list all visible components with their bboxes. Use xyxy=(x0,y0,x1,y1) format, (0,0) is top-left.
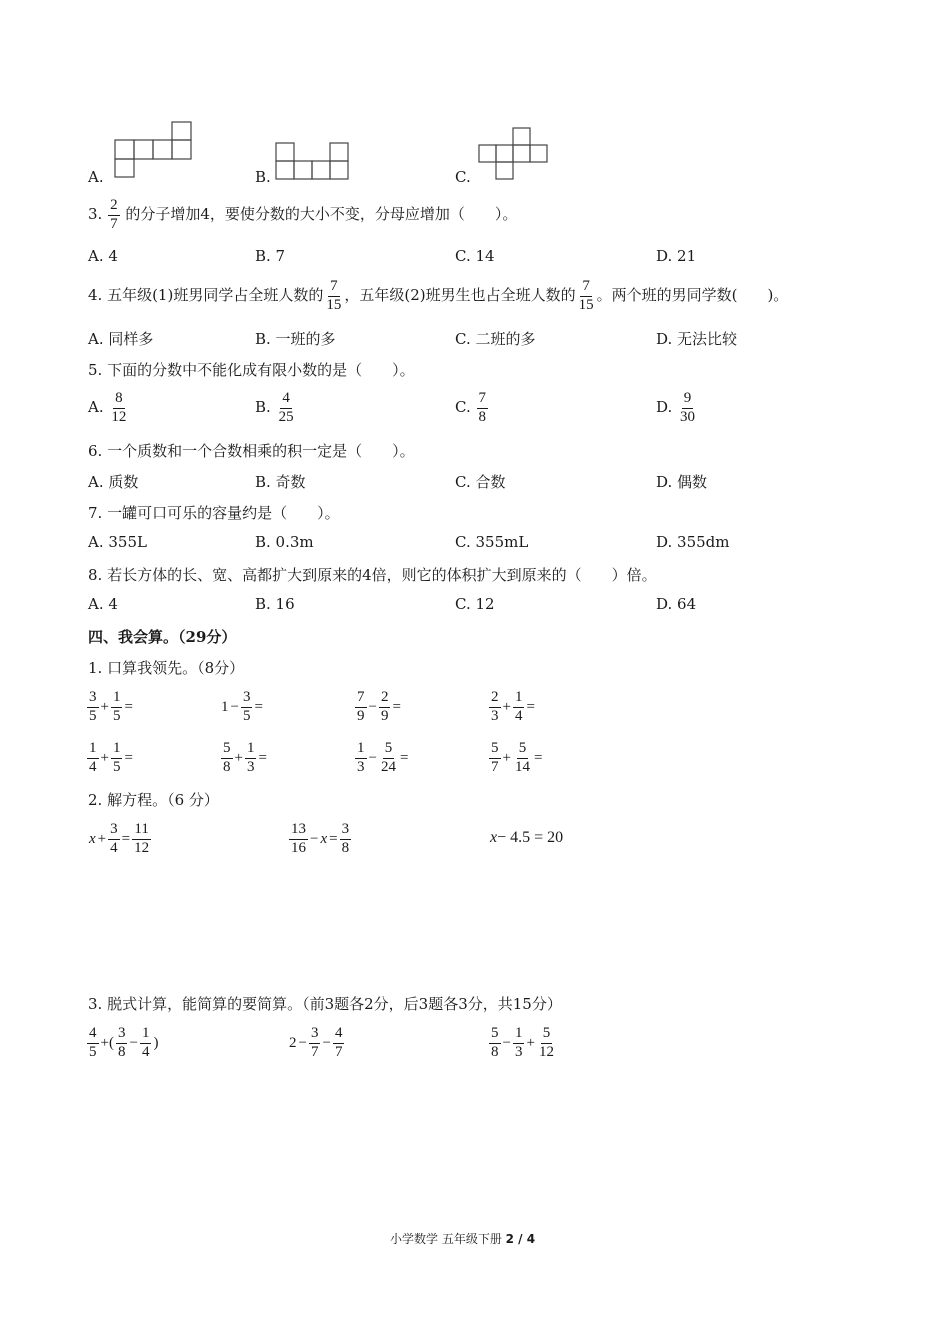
q8-option-d: D. 64 xyxy=(656,595,697,613)
section-4-sub-2: 2. 解方程。（6 分） xyxy=(88,791,219,809)
mental-1-1: $\frac{3}{5}$ + $\frac{1}{5}$ = xyxy=(89,688,133,724)
mental-1-3: $\frac{7}{9}$ − $\frac{2}{9}$ = xyxy=(357,688,401,724)
mental-2-4: $\frac{5}{7}$ + $\frac{5}{14}$ = xyxy=(491,739,543,775)
q2-option-a-net-figure xyxy=(114,121,194,179)
q3-number: 3. xyxy=(88,205,103,223)
q4-option-c: C. 二班的多 xyxy=(455,330,536,348)
q7-option-d: D. 355dm xyxy=(656,533,730,551)
calc-2: 2 − $\frac{3}{7}$ − $\frac{4}{7}$ xyxy=(289,1024,343,1060)
q5-question: 5. 下面的分数中不能化成有限小数的是（ ）。 xyxy=(88,361,415,379)
q5-option-a: A. $\frac{8}{12}$ xyxy=(88,389,127,425)
q2-option-b-label: B. xyxy=(255,168,271,186)
page-footer xyxy=(390,1230,535,1247)
q2-option-a-label: A. xyxy=(88,168,104,186)
section-4-title: 四、我会算。（29分） xyxy=(88,628,237,646)
q3-option-b: B. 7 xyxy=(255,247,286,265)
q4-fraction-2: $\frac{7}{15}$ xyxy=(578,277,594,313)
q5-option-c: C. $\frac{7}{8}$ xyxy=(455,389,486,425)
q7-option-a: A. 355L xyxy=(88,533,147,551)
q4-text-3: 。两个班的男同学数( )。 xyxy=(596,286,789,304)
page-number: 2 / 4 xyxy=(505,1232,536,1246)
q2-option-c-net-figure xyxy=(478,127,550,181)
mental-1-2: 1 − $\frac{3}{5}$ = xyxy=(221,688,263,724)
q5-option-d: D. $\frac{9}{30}$ xyxy=(656,389,696,425)
q3-option-c: C. 14 xyxy=(455,247,495,265)
mental-2-2: $\frac{5}{8}$ + $\frac{1}{3}$ = xyxy=(223,739,267,775)
section-4-sub-3: 3. 脱式计算，能简算的要简算。（前3题各2分，后3题各3分，共15分） xyxy=(88,995,562,1013)
q4-option-a: A. 同样多 xyxy=(88,330,154,348)
equation-3: x− 4.5 = 20 xyxy=(490,829,564,846)
q4-fraction-1: $\frac{7}{15}$ xyxy=(326,277,342,313)
q4-option-d: D. 无法比较 xyxy=(656,330,738,348)
mental-1-4: $\frac{2}{3}$ + $\frac{1}{4}$ = xyxy=(491,688,535,724)
footer-text: 小学数学 五年级下册 xyxy=(390,1232,502,1246)
q3-text: 的分子增加4，要使分数的大小不变，分母应增加（ ）。 xyxy=(125,205,518,223)
section-4-sub-1: 1. 口算我领先。（8分） xyxy=(88,659,245,677)
q7-option-b: B. 0.3m xyxy=(255,533,314,551)
mental-2-1: $\frac{1}{4}$ + $\frac{1}{5}$ = xyxy=(89,739,133,775)
q4-question xyxy=(88,274,788,316)
q6-option-a: A. 质数 xyxy=(88,473,139,491)
equation-2: $\frac{13}{16}$ − x = $\frac{3}{8}$ xyxy=(291,820,350,856)
mental-2-3: $\frac{1}{3}$ − $\frac{5}{24}$ = xyxy=(357,739,409,775)
q3-option-a: A. 4 xyxy=(88,247,118,265)
q2-option-b-net-figure xyxy=(275,142,351,182)
q7-question: 7. 一罐可口可乐的容量约是（ ）。 xyxy=(88,504,340,522)
calc-3: $\frac{5}{8}$ − $\frac{1}{3}$ + $\frac{5}{12}$ xyxy=(491,1024,554,1060)
equation-1: x + $\frac{3}{4}$ = $\frac{11}{12}$ xyxy=(89,820,150,856)
q6-option-d: D. 偶数 xyxy=(656,473,708,491)
q8-question: 8. 若长方体的长、宽、高都扩大到原来的4倍，则它的体积扩大到原来的（ ）倍。 xyxy=(88,566,657,584)
q6-option-c: C. 合数 xyxy=(455,473,506,491)
q3-fraction: $\frac{2}{7}$ xyxy=(110,196,118,232)
q6-option-b: B. 奇数 xyxy=(255,473,306,491)
calc-1: $\frac{4}{5}$ +( $\frac{3}{8}$ − $\frac{1}{4}$ ) xyxy=(89,1024,159,1060)
q8-option-b: B. 16 xyxy=(255,595,295,613)
q3-question xyxy=(88,194,517,234)
q8-option-c: C. 12 xyxy=(455,595,495,613)
q3-option-d: D. 21 xyxy=(656,247,697,265)
q2-option-c-label: C. xyxy=(455,168,471,186)
q4-option-b: B. 一班的多 xyxy=(255,330,336,348)
q4-text-1: 4. 五年级(1)班男同学占全班人数的 xyxy=(88,286,324,304)
q6-question: 6. 一个质数和一个合数相乘的积一定是（ ）。 xyxy=(88,442,415,460)
q5-option-b: B. $\frac{4}{25}$ xyxy=(255,389,294,425)
q4-text-2: ，五年级(2)班男生也占全班人数的 xyxy=(344,286,576,304)
q7-option-c: C. 355mL xyxy=(455,533,529,551)
q8-option-a: A. 4 xyxy=(88,595,118,613)
